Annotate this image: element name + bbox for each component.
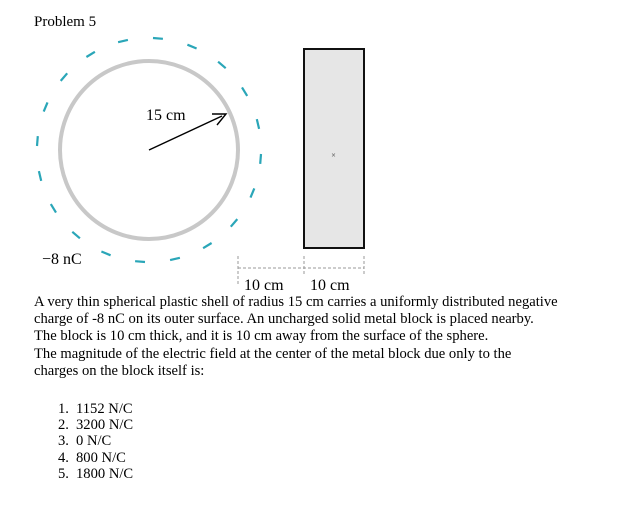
choice-item[interactable]: 1. 1152 N/C <box>58 401 133 417</box>
negative-charge-mark <box>61 73 67 81</box>
metal-block <box>304 49 364 248</box>
choice-item[interactable]: 2. 3200 N/C <box>58 417 134 434</box>
question-line: charge of -8 nC on its outer surface. An uncharged solid metal block is placed nearby. <box>34 311 534 328</box>
question-line: The block is 10 cm thick, and it is 10 cm away from the surface of the sphere. <box>34 328 489 345</box>
choice-item[interactable]: 4. 800 N/C <box>58 449 126 466</box>
question-line: The magnitude of the electric field at the center of the metal block due only to the <box>34 345 512 362</box>
negative-charge-mark <box>251 188 255 197</box>
negative-charge-mark <box>51 204 56 213</box>
negative-charge-mark <box>44 102 48 111</box>
negative-charge-mark <box>187 45 196 49</box>
question-text <box>34 294 604 380</box>
negative-charge-mark <box>72 232 80 239</box>
gap-label: 10 cm <box>244 277 284 294</box>
negative-charge-mark <box>39 171 41 181</box>
negative-charge-mark <box>260 154 261 164</box>
thickness-label: 10 cm <box>310 277 350 294</box>
question-line: charges on the block itself is: <box>34 362 205 379</box>
charge-label: −8 nC <box>42 251 82 268</box>
choice-item[interactable]: 3. 0 N/C <box>58 433 112 450</box>
negative-charge-mark <box>242 87 247 96</box>
answer-choices <box>58 401 133 482</box>
negative-charge-mark <box>203 243 212 248</box>
negative-charge-mark <box>257 119 259 129</box>
negative-charge-mark <box>218 62 226 68</box>
problem-heading: Problem 5 <box>34 14 97 30</box>
negative-charge-mark <box>231 219 238 227</box>
negative-charge-mark <box>118 40 128 42</box>
negative-charge-mark <box>153 38 163 39</box>
negative-charge-mark <box>101 252 110 256</box>
question-line: A very thin spherical plastic shell of radius 15 cm carries a uniformly distributed negative <box>34 294 558 310</box>
negative-charge-mark <box>37 136 38 146</box>
negative-charge-mark <box>135 261 145 262</box>
negative-charge-mark <box>170 258 180 260</box>
block-center-mark: × <box>331 152 337 159</box>
negative-charge-mark <box>86 52 95 57</box>
radius-label: 15 cm <box>146 107 186 124</box>
choice-item[interactable]: 5. 1800 N/C <box>58 465 134 482</box>
